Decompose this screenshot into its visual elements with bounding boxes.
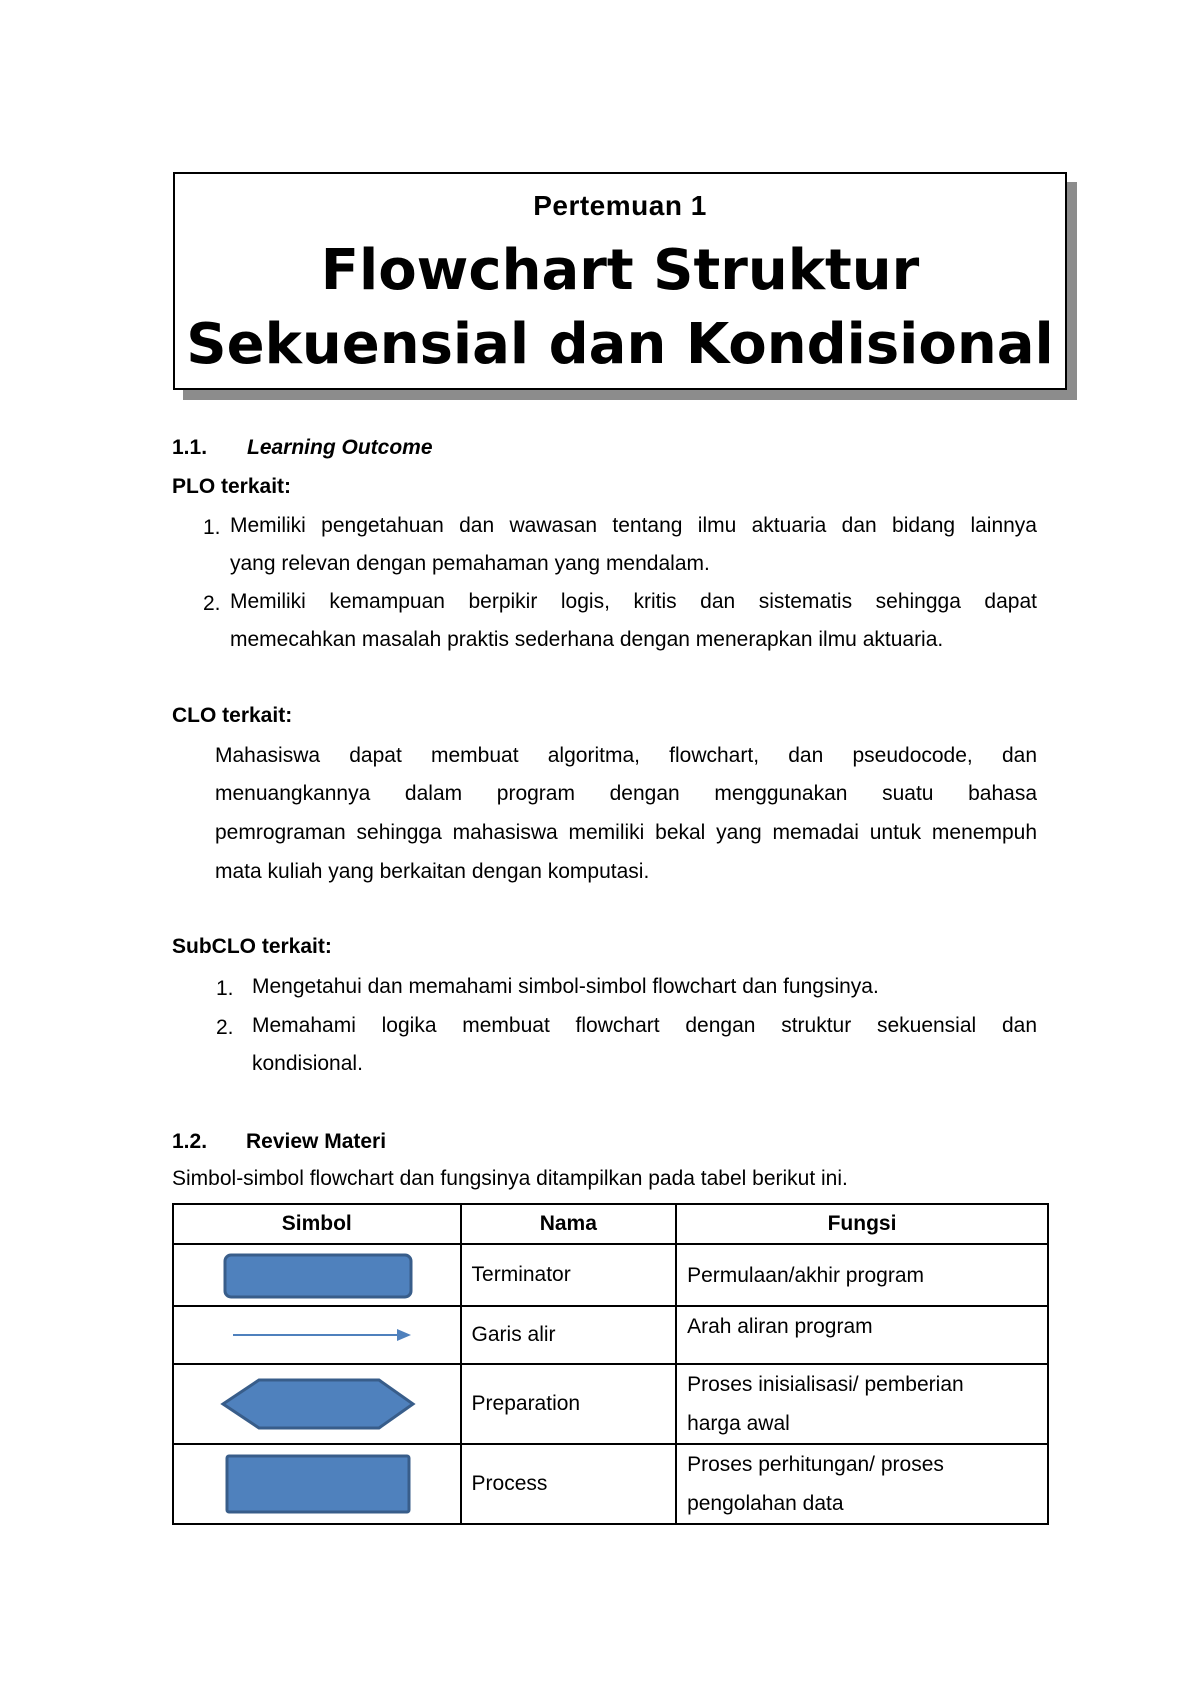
- clo-line-4: mata kuliah yang berkaitan dengan komputasi.: [215, 860, 650, 883]
- table-row: [173, 1364, 1048, 1444]
- table-intro: Simbol-simbol flowchart dan fungsinya ditampilkan pada tabel berikut ini.: [172, 1167, 848, 1190]
- table-row: [173, 1444, 1048, 1524]
- fungsi-line-1: Proses inisialisasi/ pemberian: [687, 1373, 964, 1396]
- fungsi-cell: [676, 1444, 1048, 1524]
- page-title-line-2: Sekuensial dan Kondisional: [186, 312, 1054, 377]
- subclo-item-2-line-2: kondisional.: [252, 1052, 363, 1075]
- fungsi-cell: [676, 1306, 1048, 1364]
- meeting-label: Pertemuan 1: [533, 190, 707, 221]
- table-row: [173, 1244, 1048, 1306]
- title-box: [173, 172, 1067, 390]
- preparation-shape-icon: [217, 1374, 417, 1434]
- header-simbol: Simbol: [173, 1204, 461, 1244]
- clo-line-2: menuangkannya dalam program dengan menggunakan suatu bahasa: [215, 782, 1037, 805]
- fungsi-cell: [676, 1364, 1048, 1444]
- header-nama: Nama: [461, 1204, 677, 1244]
- subclo-item-2-number: 2.: [216, 1016, 234, 1039]
- flow-arrow-icon: [217, 1325, 417, 1345]
- plo-item-1-line-1: Memiliki pengetahuan dan wawasan tentang ilmu aktuaria dan bidang lainnya: [230, 514, 1037, 537]
- subclo-item-1-line-1: Mengetahui dan memahami simbol-simbol flowchart dan fungsinya.: [252, 975, 879, 998]
- symbol-cell: [173, 1244, 461, 1306]
- plo-heading: PLO terkait:: [172, 475, 292, 498]
- plo-item-1-number: 1.: [203, 516, 221, 539]
- symbol-cell: [173, 1306, 461, 1364]
- fungsi-line-1: Arah aliran program: [687, 1315, 873, 1338]
- table-row: [173, 1306, 1048, 1364]
- symbol-cell: [173, 1444, 461, 1524]
- nama-cell: Terminator: [461, 1244, 677, 1306]
- fungsi-cell: [676, 1244, 1048, 1306]
- plo-item-2-number: 2.: [203, 592, 221, 615]
- section-title-review-materi: Review Materi: [246, 1130, 387, 1153]
- fungsi-line-1: Permulaan/akhir program: [687, 1263, 924, 1287]
- fungsi-line-2: pengolahan data: [687, 1492, 844, 1515]
- clo-line-3: pemrograman sehingga mahasiswa memiliki bekal yang memadai untuk menempuh: [215, 821, 1037, 844]
- nama-cell: Process: [461, 1444, 677, 1524]
- subclo-item-1-number: 1.: [216, 977, 234, 1000]
- plo-item-2-line-1: Memiliki kemampuan berpikir logis, kritis dan sistematis sehingga dapat: [230, 590, 1037, 613]
- section-title-learning-outcome: Learning Outcome: [247, 436, 433, 459]
- terminator-shape-icon: [217, 1250, 417, 1300]
- symbol-cell: [173, 1364, 461, 1444]
- nama-cell: Garis alir: [461, 1306, 677, 1364]
- subclo-heading: SubCLO terkait:: [172, 935, 332, 958]
- plo-item-2-line-2: memecahkan masalah praktis sederhana dengan menerapkan ilmu aktuaria.: [230, 628, 944, 651]
- process-shape-icon: [217, 1452, 417, 1516]
- nama-cell: Preparation: [461, 1364, 677, 1444]
- clo-heading: CLO terkait:: [172, 704, 293, 727]
- page-title-line-1: Flowchart Struktur: [320, 238, 920, 303]
- table-header-row: [173, 1204, 1048, 1244]
- flowchart-symbol-table: [172, 1203, 1049, 1525]
- fungsi-line-1: Proses perhitungan/ proses: [687, 1453, 944, 1476]
- fungsi-line-2: harga awal: [687, 1412, 790, 1435]
- section-number-1-1: 1.1.: [172, 436, 208, 459]
- plo-item-1-line-2: yang relevan dengan pemahaman yang mendalam.: [230, 552, 710, 575]
- subclo-item-2-line-1: Memahami logika membuat flowchart dengan struktur sekuensial dan: [252, 1014, 1037, 1037]
- section-number-1-2: 1.2.: [172, 1130, 208, 1153]
- header-fungsi: Fungsi: [676, 1204, 1048, 1244]
- clo-line-1: Mahasiswa dapat membuat algoritma, flowchart, dan pseudocode, dan: [215, 744, 1037, 767]
